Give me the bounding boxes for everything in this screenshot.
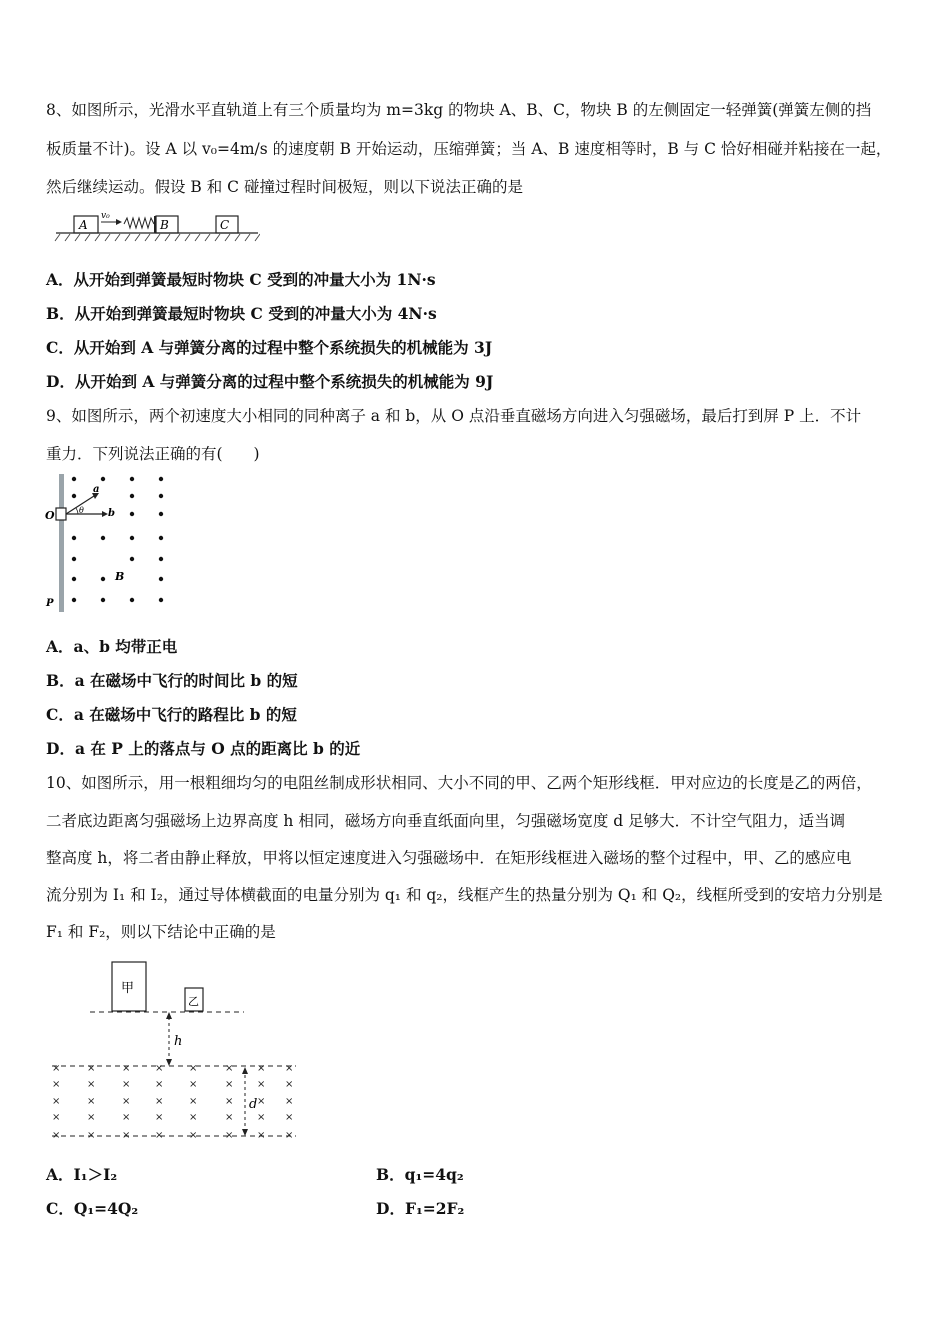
field-label: B bbox=[115, 570, 125, 583]
svg-text:×: × bbox=[285, 1096, 294, 1107]
q10-option-b: B．q₁=4q₂ bbox=[376, 1165, 464, 1184]
svg-text:×: × bbox=[189, 1079, 198, 1090]
svg-text:×: × bbox=[87, 1096, 96, 1107]
svg-text:×: × bbox=[257, 1130, 266, 1141]
q10-line-4: 流分别为 I₁ 和 I₂，通过导体横截面的电量分别为 q₁ 和 q₂，线框产生的热量分别为 Q₁ 和 Q₂，线框所受到的安培力分别是 bbox=[46, 886, 883, 904]
q9-option-d: D．a 在 P 上的落点与 O 点的距离比 b 的近 bbox=[46, 739, 361, 758]
q10-line-3: 整高度 h，将二者由静止释放，甲将以恒定速度进入匀强磁场中．在矩形线框进入磁场的整个过程中，甲、乙的感应电 bbox=[46, 849, 852, 867]
svg-text:×: × bbox=[155, 1112, 164, 1123]
q9-line-1: 9、如图所示，两个初速度大小相同的同种离子 a 和 b，从 O 点沿垂直磁场方向进入匀强磁场，最后打到屏 P 上．不计 bbox=[46, 407, 862, 425]
q10-option-a: A．I₁＞I₂ bbox=[46, 1165, 118, 1184]
q9-figure-magnetic-field bbox=[44, 470, 174, 615]
frame-yi-label: 乙 bbox=[188, 995, 199, 1008]
svg-text:×: × bbox=[285, 1063, 294, 1074]
svg-text:×: × bbox=[87, 1079, 96, 1090]
particle-b-label: b bbox=[108, 508, 115, 519]
q10-option-d: D．F₁=2F₂ bbox=[376, 1199, 465, 1218]
frame-jia-label: 甲 bbox=[121, 981, 135, 996]
block-c-label: C bbox=[220, 218, 230, 232]
q8-option-b: B．从开始到弹簧最短时物块 C 受到的冲量大小为 4N·s bbox=[46, 304, 437, 323]
svg-text:×: × bbox=[257, 1112, 266, 1123]
svg-text:×: × bbox=[257, 1063, 266, 1074]
q10-figure-frames-field bbox=[44, 955, 304, 1145]
svg-text:×: × bbox=[87, 1112, 96, 1123]
svg-text:×: × bbox=[225, 1130, 234, 1141]
svg-text:×: × bbox=[52, 1063, 61, 1074]
svg-text:×: × bbox=[285, 1130, 294, 1141]
q9-line-2: 重力．下列说法正确的有( ) bbox=[46, 445, 260, 463]
velocity-label: v₀ bbox=[101, 211, 110, 221]
height-label: h bbox=[174, 1034, 183, 1049]
particle-a-label: a bbox=[93, 484, 100, 495]
svg-text:×: × bbox=[285, 1079, 294, 1090]
origin-box bbox=[56, 508, 66, 520]
svg-text:×: × bbox=[52, 1096, 61, 1107]
origin-label: O bbox=[45, 509, 55, 522]
svg-text:×: × bbox=[189, 1130, 198, 1141]
svg-text:×: × bbox=[225, 1079, 234, 1090]
svg-text:×: × bbox=[225, 1063, 234, 1074]
svg-text:×: × bbox=[122, 1096, 131, 1107]
svg-text:×: × bbox=[189, 1112, 198, 1123]
q9-option-a: A．a、b 均带正电 bbox=[46, 637, 178, 656]
svg-text:×: × bbox=[87, 1063, 96, 1074]
spring bbox=[124, 218, 154, 228]
q10-line-1: 10、如图所示，用一根粗细均匀的电阻丝制成形状相同、大小不同的甲、乙两个矩形线框．甲对应边的长度是乙的两倍， bbox=[46, 774, 872, 792]
angle-label: θ bbox=[79, 506, 84, 515]
svg-text:×: × bbox=[155, 1063, 164, 1074]
svg-text:×: × bbox=[122, 1112, 131, 1123]
svg-text:×: × bbox=[155, 1079, 164, 1090]
q8-line-3: 然后继续运动。假设 B 和 C 碰撞过程时间极短，则以下说法正确的是 bbox=[46, 178, 523, 196]
block-a-label: A bbox=[79, 218, 88, 232]
svg-text:×: × bbox=[122, 1079, 131, 1090]
svg-text:×: × bbox=[52, 1112, 61, 1123]
svg-text:×: × bbox=[52, 1130, 61, 1141]
q8-figure-blocks-spring bbox=[54, 206, 260, 244]
svg-text:×: × bbox=[122, 1130, 131, 1141]
svg-text:×: × bbox=[122, 1063, 131, 1074]
q8-line-1: 8、如图所示，光滑水平直轨道上有三个质量均为 m=3kg 的物块 A、B、C，物块 B 的左侧固定一轻弹簧(弹簧左侧的挡 bbox=[46, 101, 872, 119]
svg-text:×: × bbox=[225, 1112, 234, 1123]
svg-text:×: × bbox=[155, 1130, 164, 1141]
svg-text:×: × bbox=[52, 1079, 61, 1090]
q8-option-d: D．从开始到 A 与弹簧分离的过程中整个系统损失的机械能为 9J bbox=[46, 372, 494, 391]
svg-text:×: × bbox=[87, 1130, 96, 1141]
svg-text:×: × bbox=[225, 1096, 234, 1107]
svg-text:×: × bbox=[189, 1096, 198, 1107]
q10-line-2: 二者底边距离匀强磁场上边界高度 h 相同，磁场方向垂直纸面向里，匀强磁场宽度 d 足够大．不计空气阻力，适当调 bbox=[46, 812, 846, 830]
screen-p bbox=[59, 474, 64, 612]
screen-label: P bbox=[46, 598, 54, 609]
svg-text:×: × bbox=[257, 1079, 266, 1090]
q9-option-b: B．a 在磁场中飞行的时间比 b 的短 bbox=[46, 671, 298, 690]
svg-text:×: × bbox=[285, 1112, 294, 1123]
q10-option-c: C．Q₁=4Q₂ bbox=[46, 1199, 139, 1218]
q10-line-5: F₁ 和 F₂，则以下结论中正确的是 bbox=[46, 923, 276, 941]
svg-text:×: × bbox=[189, 1063, 198, 1074]
q9-option-c: C．a 在磁场中飞行的路程比 b 的短 bbox=[46, 705, 297, 724]
svg-text:×: × bbox=[155, 1096, 164, 1107]
q8-option-c: C．从开始到 A 与弹簧分离的过程中整个系统损失的机械能为 3J bbox=[46, 338, 493, 357]
q8-option-a: A．从开始到弹簧最短时物块 C 受到的冲量大小为 1N·s bbox=[46, 270, 436, 289]
q8-line-2: 板质量不计)。设 A 以 v₀=4m/s 的速度朝 B 开始运动，压缩弹簧；当 A、B 速度相等时，B 与 C 恰好相碰并粘接在一起， bbox=[46, 140, 892, 158]
width-label: d bbox=[249, 1097, 258, 1112]
svg-text:×: × bbox=[257, 1096, 266, 1107]
block-b-label: B bbox=[160, 218, 169, 232]
